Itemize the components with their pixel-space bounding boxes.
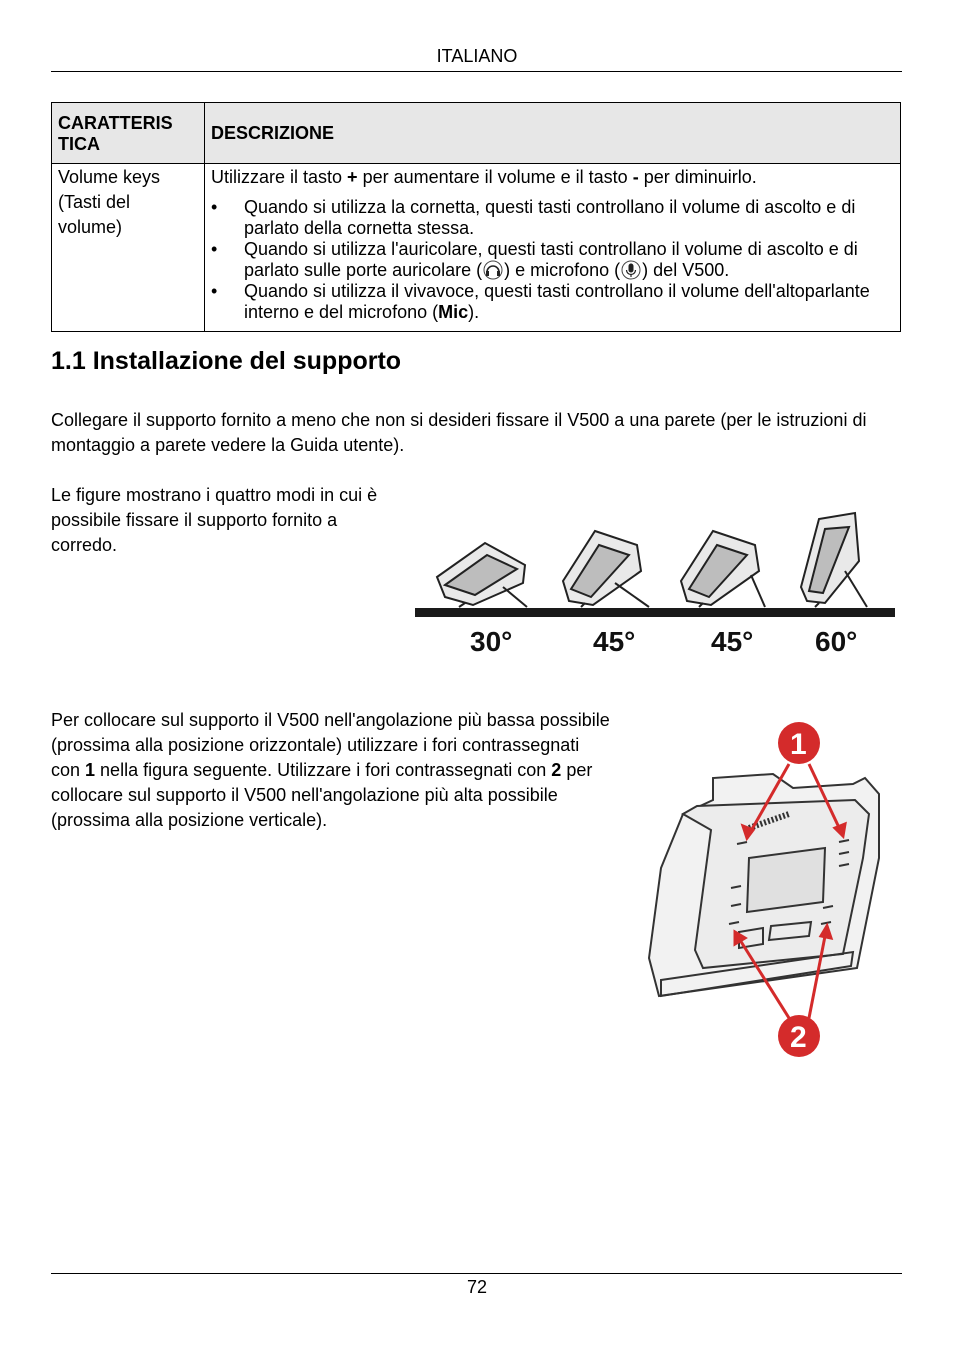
marker-label-2: 2 — [790, 1021, 807, 1054]
paragraph-figures: Le figure mostrano i quattro modi in cui è possibile fissare il supporto fornito a corredo. — [51, 485, 378, 555]
bullet-dot: • — [211, 281, 218, 301]
angle-label-30: 30° — [470, 626, 513, 657]
minus-key-label: - — [632, 167, 639, 187]
bullet-text: ) e microfono ( — [504, 260, 621, 280]
table-header-feature: CARATTERIS TICA — [52, 103, 205, 164]
footer-rule — [51, 1273, 902, 1274]
paragraph-text: nella figura seguente. Utilizzare i fori contrassegnati con — [95, 760, 552, 780]
bullet-text: ) del V500. — [642, 260, 730, 280]
mounting-angles-figure — [415, 505, 895, 665]
marker-2 — [778, 1015, 820, 1057]
description-cell — [205, 164, 901, 332]
bullet-text: Quando si utilizza il vivavoce, questi tasti controllano il volume dell'altoparlante interno e del microfono ( — [244, 281, 870, 322]
hole-marker-ref-2: 2 — [551, 760, 562, 780]
phone-illustration-30 — [437, 543, 527, 607]
angle-label-45b: 45° — [711, 626, 754, 657]
paragraph-text: Per collocare sul supporto il V500 nell'angolazione più bassa possibile (prossima alla posizione orizzontale) utilizzare i fori contrassegnati con — [51, 710, 610, 780]
phone-illustration-45a — [563, 531, 649, 607]
bullet-dot: • — [211, 239, 218, 259]
list-item — [211, 197, 894, 239]
list-item — [211, 239, 894, 281]
feature-cell: Volume keys (Tasti del volume) — [52, 164, 205, 332]
phone-illustration-60 — [801, 513, 867, 607]
bullet-text: Quando si utilizza la cornetta, questi tasti controllano il volume di ascolto e di parlato della cornetta stessa. — [244, 197, 856, 238]
intro-text-2: per aumentare il volume e il tasto — [357, 167, 633, 187]
paragraph-text: per collocare sul supporto il V500 nell'angolazione più alta possibile (prossima alla posizione verticale). — [51, 760, 593, 830]
microphone-icon — [620, 260, 642, 280]
hole-marker-ref-1: 1 — [85, 760, 96, 780]
section-title: 1.1 Installazione del supporto — [51, 347, 402, 375]
header-rule — [51, 71, 902, 72]
description-bullets — [211, 197, 894, 323]
intro-text-3: per diminuirlo. — [638, 167, 757, 187]
angle-label-60: 60° — [815, 626, 858, 657]
bullet-text: Quando si utilizza l'auricolare, questi tasti controllano il volume di ascolto e di parlato sulle porte auricolare ( — [244, 239, 858, 280]
table-header-row — [52, 103, 901, 164]
table-row — [52, 164, 901, 332]
page-number: 72 — [466, 1277, 488, 1297]
table-header-description: DESCRIZIONE — [205, 103, 901, 164]
intro-text-1: Utilizzare il tasto — [211, 167, 348, 187]
mounting-holes-figure — [643, 718, 893, 1058]
phone-illustration-45b — [681, 531, 765, 607]
page-header-language: ITALIANO — [436, 46, 518, 66]
list-item — [211, 281, 894, 323]
paragraph-holes — [51, 708, 611, 833]
ground-line — [415, 608, 895, 617]
marker-1 — [778, 722, 820, 764]
bullet-dot: • — [211, 197, 218, 217]
marker-label-1: 1 — [790, 728, 807, 761]
feature-table — [51, 102, 901, 332]
bullet-text: ). — [468, 302, 480, 322]
paragraph-intro: Collegare il supporto fornito a meno che non si desideri fissare il V500 a una parete (per le istruzioni di montaggio a parete vedere la Guida utente). — [51, 410, 867, 455]
plus-key-label: + — [347, 167, 358, 187]
angle-label-45a: 45° — [593, 626, 636, 657]
mic-label: Mic — [438, 302, 469, 322]
description-intro — [211, 165, 894, 190]
headset-icon — [482, 260, 504, 280]
